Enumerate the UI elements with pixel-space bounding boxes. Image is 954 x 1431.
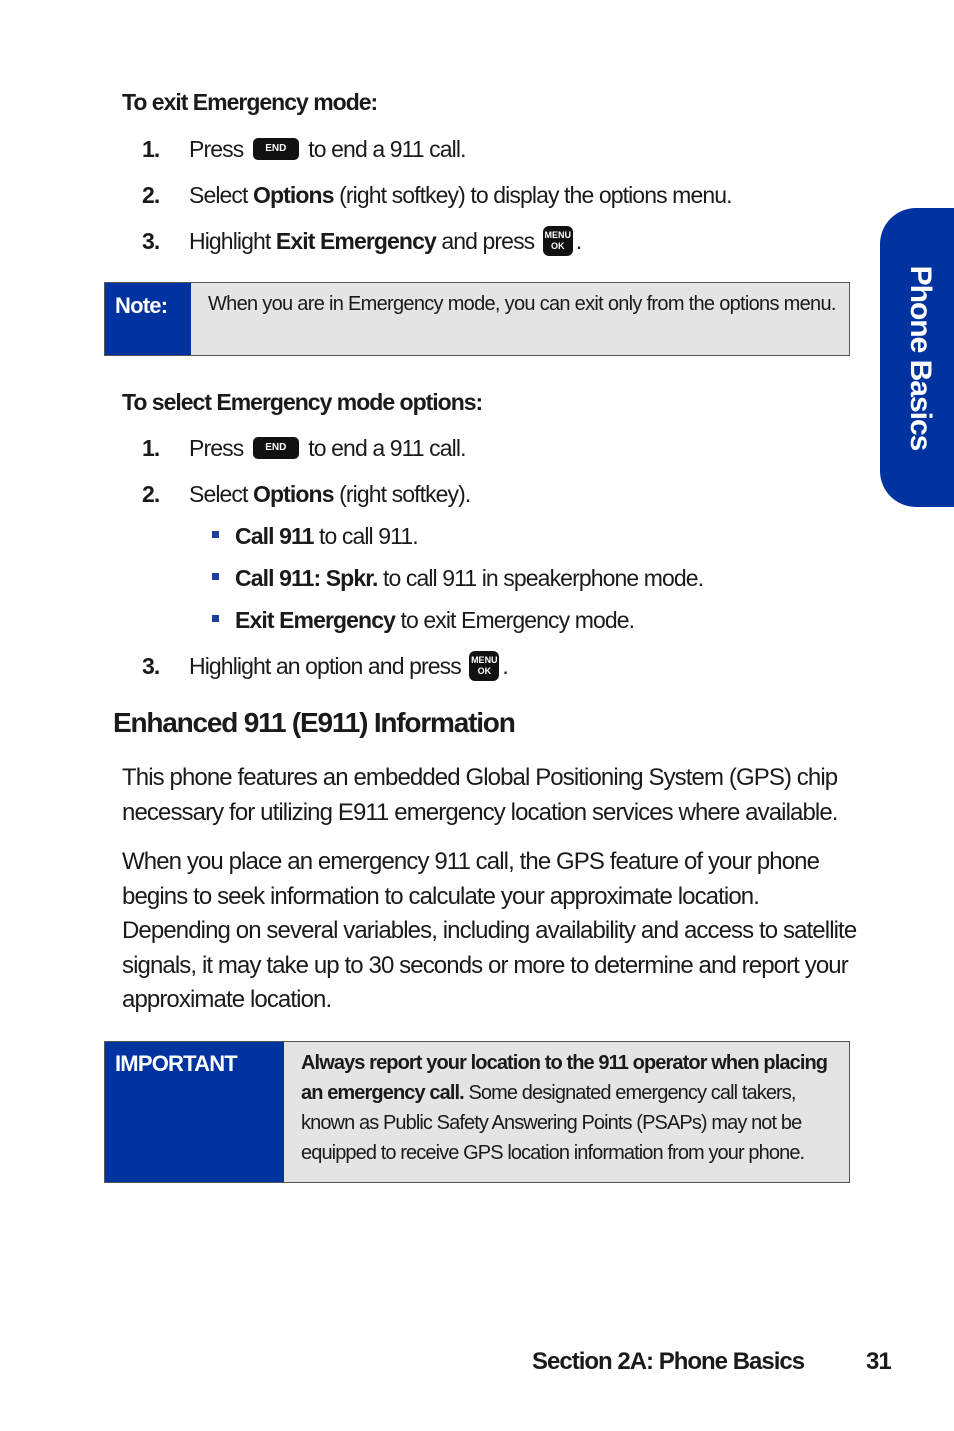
important-text	[284, 1042, 849, 1182]
e911-paragraph-1: This phone features an embedded Global Positioning System (GPS) chip necessary for utilizing E911 emergency location services where available.	[122, 764, 838, 826]
note-label: Note:	[105, 283, 191, 355]
step-text: Highlight	[189, 228, 276, 255]
important-label: IMPORTANT	[105, 1042, 284, 1182]
footer-section-label: Section 2A: Phone Basics	[532, 1348, 805, 1375]
menu-ok-key-icon: MENU OK	[469, 651, 499, 681]
bullet-bold-text: Exit Emergency	[235, 607, 395, 633]
step-number: 1.	[142, 136, 160, 162]
step-bold-text: Options	[253, 182, 334, 208]
step-number: 3.	[142, 228, 160, 254]
bullet-square-icon	[212, 531, 219, 538]
note-text: When you are in Emergency mode, you can exit only from the options menu.	[191, 283, 849, 355]
e911-paragraph-2: When you place an emergency 911 call, the GPS feature of your phone begins to seek information to calculate your approximate location. Depending on several variables, including availability and access to satellite signals, it may take up to 30 seconds or more to determine and report your approximate location.	[122, 848, 857, 1013]
note-box	[104, 282, 850, 356]
bullet-text: to exit Emergency mode.	[394, 607, 635, 633]
step-text: Select	[189, 182, 254, 208]
step-bold-text: Options	[253, 481, 334, 507]
bullet-bold-text: Call 911	[235, 523, 314, 549]
important-box	[104, 1041, 850, 1183]
step-number: 3.	[142, 653, 160, 679]
bullet-square-icon	[212, 573, 219, 580]
step-text: Highlight an option and press	[189, 653, 467, 680]
step-number: 2.	[142, 481, 160, 507]
step-text: to end a 911 call.	[302, 435, 466, 461]
end-key-icon: END	[253, 437, 299, 459]
option-bullet-call-911-spkr	[212, 565, 703, 592]
step-text: (right softkey).	[333, 481, 471, 507]
step-text: and press	[435, 228, 540, 255]
important-bold-text: Always report your location to the 911 operator when placing an emergency call.	[301, 1052, 828, 1104]
side-tab-label: Phone Basics	[904, 265, 937, 450]
option-bullet-call-911	[212, 523, 418, 550]
step-text: Press	[189, 136, 249, 162]
step-number: 2.	[142, 182, 160, 208]
end-key-icon: END	[253, 138, 299, 160]
bullet-bold-text: Call 911: Spkr.	[235, 565, 378, 591]
menu-ok-key-icon: MENU OK	[543, 226, 573, 256]
step-text: .	[575, 228, 582, 255]
emergency-options-heading: To select Emergency mode options:	[122, 389, 483, 415]
step-bold-text: Exit Emergency	[275, 228, 436, 255]
step-text: to end a 911 call.	[302, 136, 466, 162]
exit-emergency-heading: To exit Emergency mode:	[122, 89, 378, 115]
option-bullet-exit-emergency	[212, 607, 634, 634]
e911-section-title: Enhanced 911 (E911) Information	[113, 707, 515, 738]
bullet-text: to call 911 in speakerphone mode.	[377, 565, 704, 591]
step-text: Press	[189, 435, 249, 461]
step-number: 1.	[142, 435, 160, 461]
step-text: Select	[189, 481, 254, 507]
section-side-tab	[880, 208, 954, 507]
step-text: (right softkey) to display the options menu.	[333, 182, 732, 208]
bullet-text: to call 911.	[313, 523, 418, 549]
step-text: .	[502, 653, 508, 680]
footer-page-number: 31	[866, 1348, 891, 1375]
bullet-square-icon	[212, 615, 219, 622]
important-body-text: Some designated emergency call takers, known as Public Safety Answering Points (PSAPs) may not be equipped to receive GPS location information from your phone.	[301, 1082, 805, 1164]
